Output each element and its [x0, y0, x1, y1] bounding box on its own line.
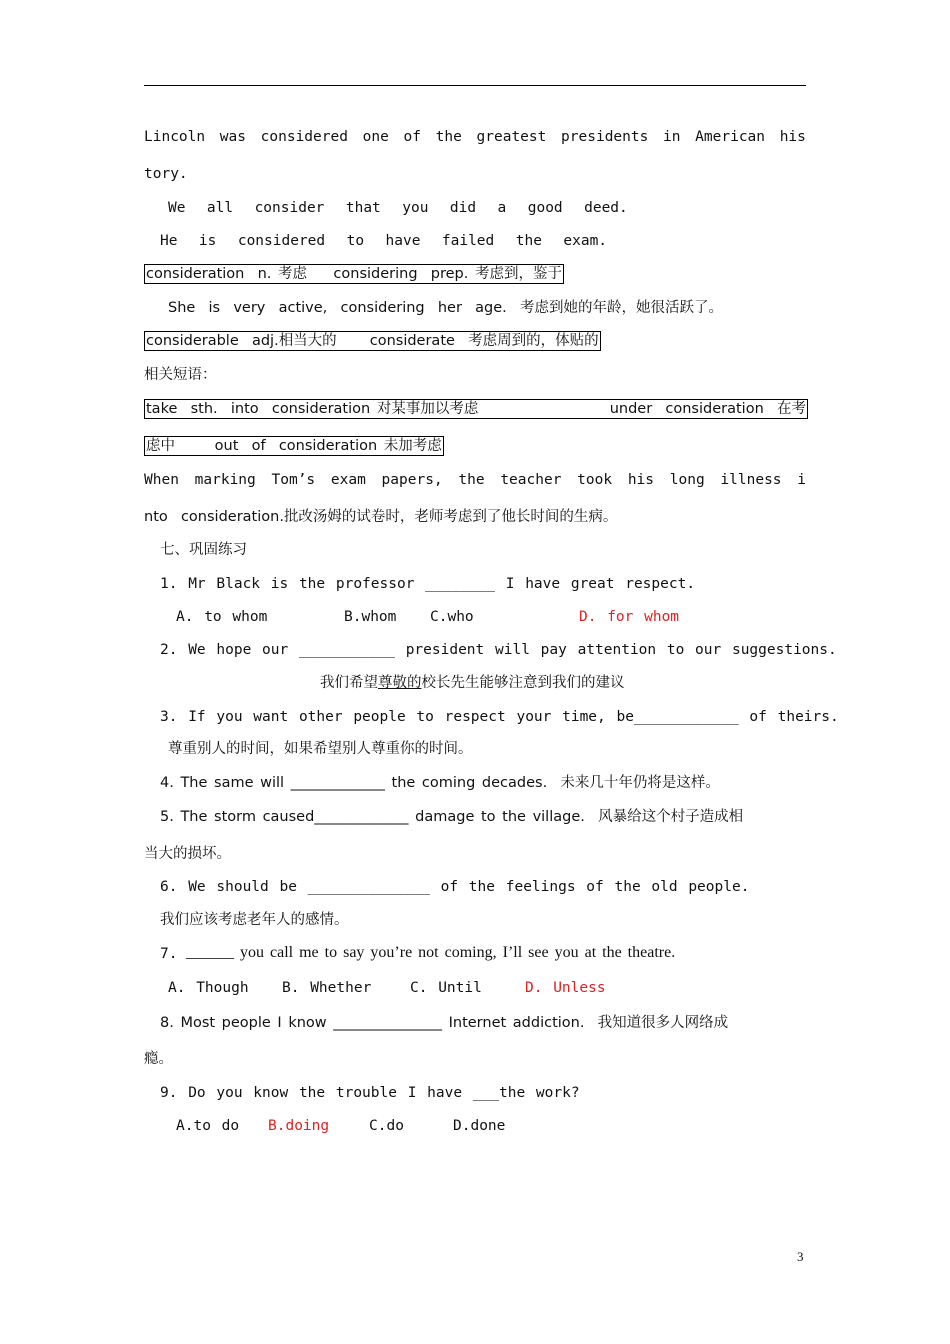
q3-translation: 尊重别人的时间，如果希望别人尊重你的时间。 [168, 741, 473, 757]
q2-cn-pre: 我们希望 [320, 675, 378, 691]
section-title: 七、巩固练习 [160, 542, 247, 558]
word: his [627, 472, 655, 488]
q7-option-c: C. Until [410, 980, 482, 996]
question-4: 4. The same will _____________ the coming decades. 未来几十年仍将是这样。 [160, 775, 720, 791]
question-8-cont: 瘾。 [144, 1051, 173, 1067]
word: considered [260, 129, 348, 145]
q7-option-d-answer: D. Unless [525, 980, 606, 996]
q9-option-d: D.done [453, 1118, 506, 1134]
word: exam [330, 472, 366, 488]
q9-option-a: A.to do [176, 1118, 240, 1134]
q9-option-c: C.do [369, 1118, 404, 1134]
question-6: 6. We should be ______________ of the feelings of the old people. [160, 879, 750, 895]
question-1: 1. Mr Black is the professor ________ I have great respect. [160, 576, 696, 592]
q2-cn-underlined: 尊敬的 [378, 675, 422, 691]
q6-translation: 我们应该考虑老年人的感情。 [160, 912, 349, 928]
q7-option-a: A. Though [168, 980, 249, 996]
word: took [577, 472, 613, 488]
page-number: 3 [797, 1249, 804, 1264]
question-2: 2. We hope our ___________ president will pay attention to our suggestions. [160, 642, 837, 658]
phrase: under consideration 在考 [609, 401, 806, 417]
word: the [435, 129, 462, 145]
header-rule [144, 85, 806, 86]
example-line-1-cont: tory. [144, 166, 188, 182]
question-9: 9. Do you know the trouble I have ___the work? [160, 1085, 580, 1101]
question-7-number: 7. [160, 946, 178, 962]
word: presidents [561, 129, 649, 145]
question-8: 8. Most people I know _______________ Internet addiction. 我知道很多人网络成 [160, 1015, 729, 1031]
example-line-3: He is considered to have failed the exam. [160, 233, 608, 249]
q7-option-b: B. Whether [282, 980, 372, 996]
q1-option-c: C.who [430, 609, 474, 625]
q2-cn-post: 校长先生能够注意到我们的建议 [421, 675, 625, 691]
phrases-box-line-2: 虑中 out of consideration 未加考虑 [146, 438, 442, 454]
word: When [144, 472, 179, 488]
word: of [403, 129, 421, 145]
word: papers, [381, 472, 443, 488]
word: American [695, 129, 766, 145]
vocab-box-1: consideration n. 考虑 considering prep. 考虑到，鉴于 [146, 266, 562, 282]
word: in [663, 129, 681, 145]
word: marking [194, 472, 256, 488]
phrases-heading: 相关短语： [144, 367, 217, 383]
word: illness [720, 472, 782, 488]
word: long [669, 472, 705, 488]
example-line-5-cont: nto consideration.批改汤姆的试卷时，老师考虑到了他长时间的生病。 [144, 509, 618, 525]
word: the [458, 472, 485, 488]
example-line-1 [144, 128, 806, 146]
q1-option-d-answer: D. for whom [579, 609, 680, 625]
question-7: ______ you call me to say you’re not coming, I’ll see you at the theatre. [186, 944, 676, 961]
word: one [362, 129, 389, 145]
word: teacher [500, 472, 562, 488]
example-line-4: She is very active, considering her age. 考虑到她的年龄，她很活跃了。 [168, 300, 723, 316]
word: Tom’s [271, 472, 316, 488]
word: was [219, 129, 246, 145]
q2-translation [320, 674, 625, 692]
vocab-box-2: considerable adj.相当大的 considerate 考虑周到的，体贴的 [146, 333, 599, 349]
question-5-cont: 当大的损坏。 [144, 846, 231, 862]
question-5: 5. The storm caused_____________ damage to the village. 风暴给这个村子造成相 [160, 809, 744, 825]
example-line-5 [144, 471, 806, 489]
phrase: take sth. into consideration 对某事加以考虑 [146, 401, 479, 417]
q1-option-a: A. to whom [176, 609, 268, 625]
word: i [797, 472, 806, 488]
phrases-box-line-1 [144, 399, 808, 419]
example-line-2: We all consider that you did a good deed. [168, 200, 628, 216]
word: his [779, 129, 806, 145]
q1-option-b: B.whom [344, 609, 397, 625]
question-3: 3. If you want other people to respect your time, be____________ of theirs. [160, 709, 839, 725]
word: greatest [476, 129, 547, 145]
q9-option-b-answer: B.doing [268, 1118, 330, 1134]
word: Lincoln [144, 129, 206, 145]
